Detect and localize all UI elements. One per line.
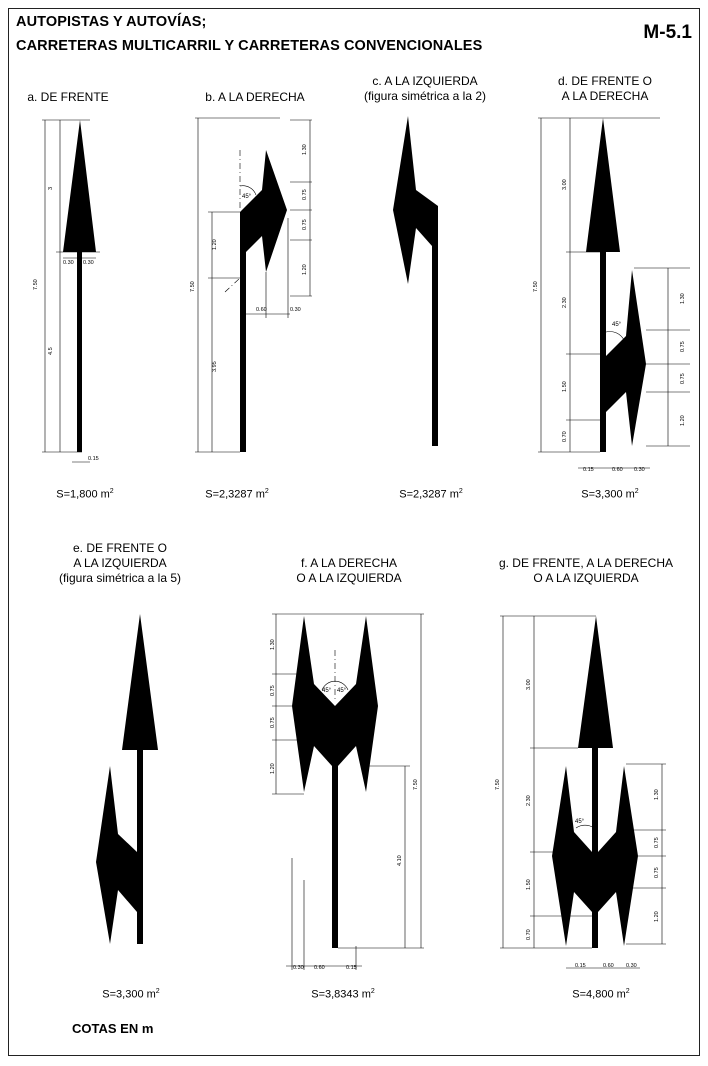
dim-f-l4: 1.20 bbox=[270, 763, 276, 774]
dim-d-b1: 0.15 bbox=[583, 467, 594, 473]
area-g: S=4,800 $m^2$ bbox=[572, 988, 630, 1001]
dim-d-low2: 0.70 bbox=[562, 431, 568, 442]
caption-e: e. DE FRENTE O A LA IZQUIERDA (figura simétrica a la 5) bbox=[58, 541, 182, 585]
dim-b-w2: 0.30 bbox=[290, 307, 301, 313]
arrow-e-shape-branch bbox=[96, 766, 137, 944]
dim-d-mid: 2.30 bbox=[562, 297, 568, 308]
dim-d-b2: 0.60 bbox=[612, 467, 623, 473]
dim-b-left1: 1.20 bbox=[212, 239, 218, 250]
units-note: COTAS EN m bbox=[72, 1021, 154, 1036]
dim-d-angle: 45° bbox=[612, 322, 622, 328]
dim-d-b3: 0.30 bbox=[634, 467, 645, 473]
dim-g-total: 7.50 bbox=[495, 779, 501, 790]
arrow-b bbox=[190, 118, 312, 452]
caption-b: b. A LA DERECHA bbox=[205, 90, 305, 104]
caption-d: d. DE FRENTE O A LA DERECHA bbox=[557, 74, 652, 103]
dim-f-angle2: 45° bbox=[337, 688, 347, 694]
area-c: S=2,3287 $m^2$ bbox=[399, 488, 463, 501]
dim-f-l3: 0.75 bbox=[270, 717, 276, 728]
arrow-d-shape-branch bbox=[606, 270, 646, 446]
dim-g-r2: 0.75 bbox=[654, 837, 660, 848]
dim-g-angle: 45° bbox=[575, 819, 585, 825]
dim-b-m1: 0.75 bbox=[302, 189, 308, 200]
caption-a: a. DE FRENTE bbox=[27, 90, 109, 104]
dim-f-angle1: 45° bbox=[322, 688, 332, 694]
dim-a-stem: 4.5 bbox=[48, 347, 54, 355]
dim-d-total: 7.50 bbox=[533, 281, 539, 292]
area-a: S=1,800 $m^2$ bbox=[56, 488, 114, 501]
dim-d-r2: 0.75 bbox=[680, 341, 686, 352]
sheet-code: M-5.1 bbox=[643, 22, 692, 43]
arrow-g-shape bbox=[552, 616, 638, 948]
dim-a-head: 3 bbox=[48, 186, 54, 190]
dim-f-b1: 0.30 bbox=[293, 965, 304, 971]
dim-g-low2: 0.70 bbox=[526, 929, 532, 940]
dim-b-left2: 3.95 bbox=[212, 361, 218, 372]
dim-d-r4: 1.20 bbox=[680, 415, 686, 426]
dim-g-b2: 0.60 bbox=[603, 963, 614, 969]
sheet-title-line1: AUTOPISTAS Y AUTOVÍAS; bbox=[16, 14, 207, 30]
dim-f-total: 7.50 bbox=[413, 779, 419, 790]
arrow-c bbox=[393, 116, 438, 446]
arrow-f bbox=[270, 614, 424, 971]
caption-g: g. DE FRENTE, A LA DERECHA O A LA IZQUIERDA bbox=[498, 556, 674, 585]
dim-g-head: 3.00 bbox=[526, 679, 532, 690]
dim-b-m3: 1.20 bbox=[302, 264, 308, 275]
dim-g-mid: 2.30 bbox=[526, 795, 532, 806]
dim-d-r3: 0.75 bbox=[680, 373, 686, 384]
arrow-a-shape bbox=[63, 120, 96, 452]
arrow-a bbox=[33, 120, 100, 462]
caption-f: f. A LA DERECHA O A LA IZQUIERDA bbox=[296, 556, 402, 585]
dim-g-r3: 0.75 bbox=[654, 867, 660, 878]
dim-a-w1: 0.30 bbox=[63, 260, 74, 266]
dim-d-head: 3.00 bbox=[562, 179, 568, 190]
arrow-c-shape bbox=[393, 116, 438, 446]
dim-a-w2: 0.30 bbox=[83, 260, 94, 266]
area-e: S=3,300 $m^2$ bbox=[102, 988, 160, 1001]
dim-b-m2: 0.75 bbox=[302, 219, 308, 230]
dim-a-total: 7.50 bbox=[33, 279, 39, 290]
dim-g-b3: 0.30 bbox=[626, 963, 637, 969]
area-d: S=3,300 $m^2$ bbox=[581, 488, 639, 501]
area-b: S=2,3287 $m^2$ bbox=[205, 488, 269, 501]
dim-f-l2: 0.75 bbox=[270, 685, 276, 696]
dim-b-total: 7.50 bbox=[190, 281, 196, 292]
caption-c: c. A LA IZQUIERDA (figura simétrica a la 2) bbox=[363, 74, 487, 103]
dim-f-b3: 0.15 bbox=[346, 965, 357, 971]
arrow-e bbox=[96, 614, 158, 944]
dim-f-b2: 0.60 bbox=[314, 965, 325, 971]
dim-g-r1: 1.30 bbox=[654, 789, 660, 800]
dim-d-low1: 1.50 bbox=[562, 381, 568, 392]
dim-b-w1: 0.60 bbox=[256, 307, 267, 313]
dim-b-top: 1.30 bbox=[302, 144, 308, 155]
dim-f-l1: 1.30 bbox=[270, 639, 276, 650]
dim-g-b1: 0.15 bbox=[575, 963, 586, 969]
dim-d-r1: 1.30 bbox=[680, 293, 686, 304]
dim-f-right: 4.10 bbox=[397, 855, 403, 866]
dim-a-shaft: 0.15 bbox=[88, 456, 99, 462]
dim-b-angle: 45° bbox=[242, 194, 252, 200]
sheet-title-line2: CARRETERAS MULTICARRIL Y CARRETERAS CONVENCIONALES bbox=[16, 38, 483, 54]
dim-g-r4: 1.20 bbox=[654, 911, 660, 922]
arrow-d bbox=[533, 118, 690, 473]
area-f: S=3,8343 $m^2$ bbox=[311, 988, 375, 1001]
arrow-g bbox=[495, 616, 666, 969]
dim-g-low1: 1.50 bbox=[526, 879, 532, 890]
